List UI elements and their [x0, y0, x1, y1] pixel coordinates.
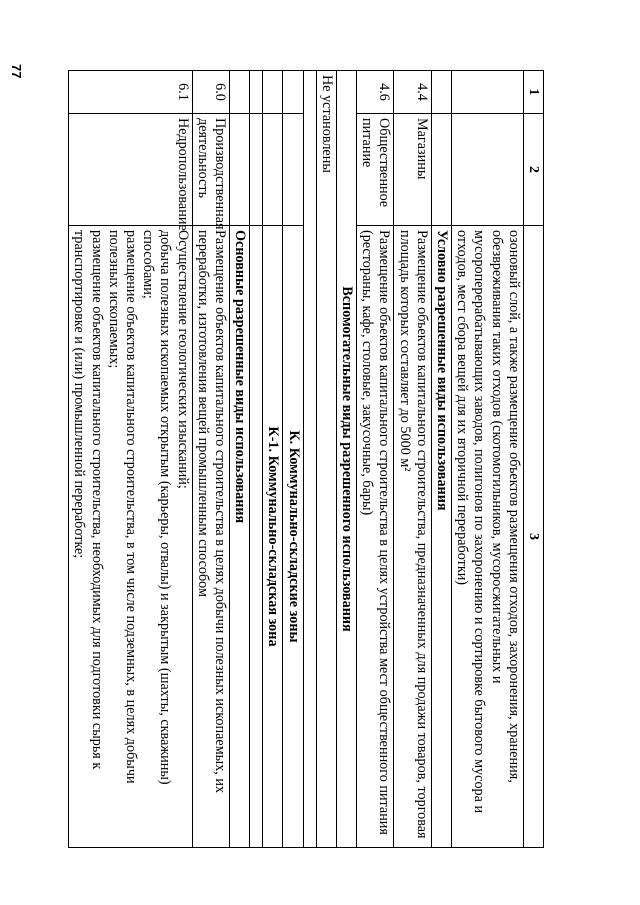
desc-line: Осуществление геологических изысканий;	[174, 230, 191, 489]
header-col-1: 1	[523, 71, 543, 114]
zone-title-row	[283, 71, 303, 848]
not-established-text: Не установлены	[316, 71, 336, 848]
name-cell: Производственная деятельность	[192, 114, 229, 226]
zone-title: К. Коммунально-складские зоны	[283, 226, 303, 848]
name-cell: Недропользование	[69, 114, 192, 226]
section-conditional-title: Условно разрешенные виды использования	[431, 226, 451, 848]
desc-line: добыча полезных ископаемых открытым (карьеры, отвалы) и закрытым (шахты, скважины) способами;	[140, 230, 174, 785]
subzone-title-row	[263, 71, 283, 848]
table-row	[303, 71, 316, 848]
code-cell: 4.6	[356, 71, 393, 114]
header-col-3: 3	[523, 226, 543, 848]
table-row	[250, 71, 263, 848]
section-row	[229, 71, 249, 848]
desc-line: размещение объектов капитального строительства, необходимых для подготовки сырья к транспортировке и (или) промышленной переработке;	[71, 230, 105, 770]
desc-cell: Размещение объектов капитального строительства в целях добычи полезных ископаемых, их переработки, изготовления вещей промышленным способом	[192, 226, 229, 848]
header-col-2: 2	[523, 114, 543, 226]
table-row	[451, 71, 523, 848]
desc-cell: Размещение объектов капитального строительства, предназначенных для продажи товаров, торговая площадь которых составляет до 5000 м²	[394, 226, 431, 848]
desc-cell	[69, 226, 192, 848]
code-cell: 6.0	[192, 71, 229, 114]
rotated-page-content	[68, 70, 544, 848]
code-cell: 4.4	[394, 71, 431, 114]
section-main-title: Основные разрешенные виды использования	[229, 226, 249, 848]
desc-cell: Размещение объектов капитального строительства в целях устройства мест общественного питания (рестораны, кафе, столовые, закусочные, бары)	[356, 226, 393, 848]
table-row	[356, 71, 393, 848]
code-cell: 6.1	[69, 71, 192, 114]
section-row	[336, 71, 356, 848]
continuation-text: озоновый слой, а также размещение объектов размещения отходов, захоронения, хранения, обезвреживания таких отходов (скотомогильников, мусоросжигательных и мусороперерабатывающих заводов, полигонов по захоронению и сортировке бытового мусора и отходов, мест сбора вещей для их вторичной переработки)	[451, 226, 523, 848]
name-cell: Общественное питание	[356, 114, 393, 226]
section-auxiliary-title: Вспомогательные виды разрешенного использования	[336, 71, 356, 848]
table-row	[394, 71, 431, 848]
table-header-row	[523, 71, 543, 848]
table-row	[192, 71, 229, 848]
subzone-title: К-1. Коммунально-складская зона	[263, 226, 283, 848]
desc-line: размещение объектов капитального строительства, в том числе подземных, в целях добычи полезных ископаемых;	[105, 230, 139, 784]
section-row	[431, 71, 451, 848]
name-cell: Магазины	[394, 114, 431, 226]
page-number: 77	[9, 64, 24, 79]
land-use-table	[68, 70, 544, 848]
table-row	[316, 71, 336, 848]
table-row	[69, 71, 192, 848]
